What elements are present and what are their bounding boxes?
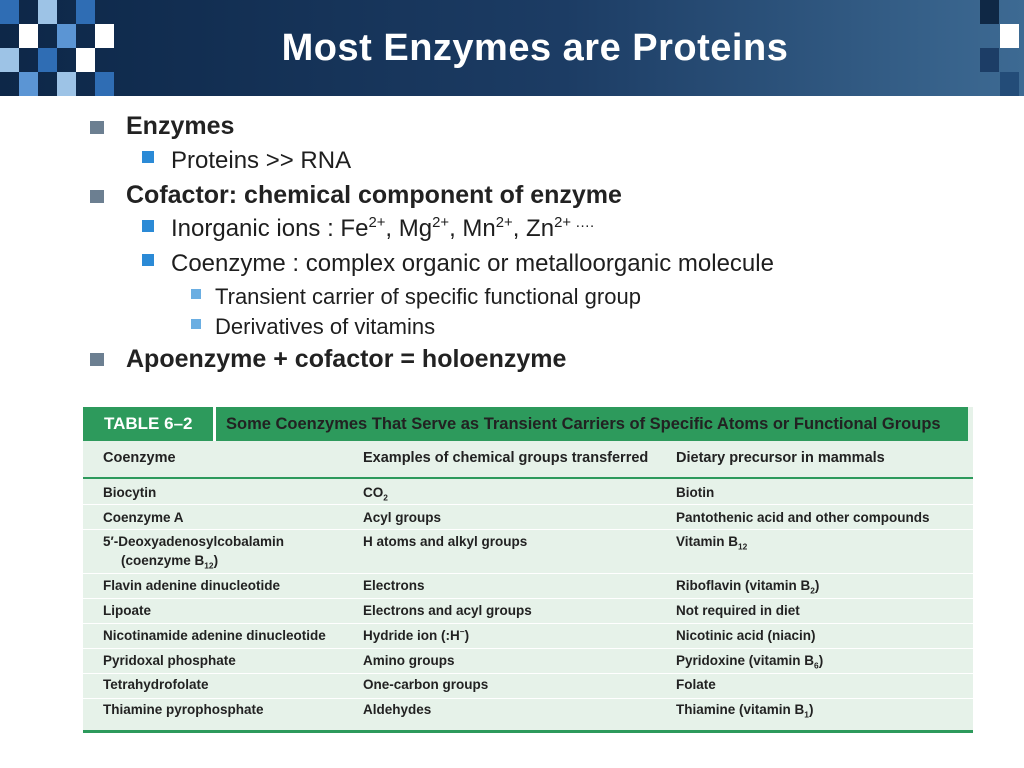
row-divider (83, 673, 973, 674)
row-divider (83, 529, 973, 530)
table-title-divider (213, 407, 216, 441)
cell-text: ) (213, 553, 219, 568)
table-cell: Flavin adenine dinucleotide (103, 578, 281, 593)
cell-subscript: 2 (383, 492, 388, 503)
slide-title: Most Enzymes are Proteins (281, 26, 789, 69)
bullet-enzymes: Enzymes (126, 112, 235, 140)
table-cell (676, 701, 813, 719)
table-cell: H atoms and alkyl groups (363, 534, 528, 549)
bullet-marker (142, 254, 154, 266)
bullet-marker (142, 151, 154, 163)
table-title-bar (83, 407, 968, 441)
table-cell: Electrons (363, 578, 425, 593)
bullet-proteins-rna: Proteins >> RNA (171, 147, 352, 174)
table-cell: Lipoate (103, 603, 152, 618)
decor-square (57, 24, 76, 48)
cell-text: Thiamine (vitamin B (676, 702, 805, 717)
bullet-marker (90, 353, 104, 366)
bullet-transient-carrier: Transient carrier of specific functional group (215, 284, 641, 309)
column-header-coenzyme: Coenzyme (103, 450, 176, 466)
decor-square (76, 0, 95, 24)
table-cell (363, 627, 469, 645)
mg-charge: 2+ (432, 215, 450, 231)
table-cell (363, 484, 388, 502)
cell-subscript: 2 (810, 585, 815, 596)
bullet-marker (191, 319, 201, 329)
row-divider (83, 504, 973, 505)
table-cell: Biocytin (103, 485, 157, 500)
table-cell: Acyl groups (363, 510, 442, 525)
header-rule (83, 477, 973, 479)
zn-text: , Zn (512, 215, 555, 242)
cell-text: (coenzyme B (121, 553, 205, 568)
cell-text: CO (363, 485, 384, 500)
table-cell: Coenzyme A (103, 510, 184, 525)
table-cell (676, 533, 747, 551)
decor-square (0, 48, 19, 72)
table-caption: Some Coenzymes That Serve as Transient Carriers of Specific Atoms or Functional Groups (226, 414, 941, 433)
decor-square (980, 48, 999, 72)
cell-text: Pyridoxine (vitamin B (676, 653, 815, 668)
bullet-cofactor: Cofactor: chemical component of enzyme (126, 181, 622, 209)
inorganic-text: Inorganic ions : Fe (171, 215, 369, 242)
table-cell: Nicotinic acid (niacin) (676, 628, 816, 643)
table-cell: Thiamine pyrophosphate (103, 702, 264, 717)
zn-charge: 2+ …. (554, 215, 595, 231)
cell-text: ) (818, 653, 824, 668)
table-cell: One-carbon groups (363, 677, 489, 692)
decor-square (57, 72, 76, 96)
decor-square (0, 0, 19, 24)
row-divider (83, 698, 973, 699)
decor-square (980, 0, 999, 24)
cell-text: ) (814, 578, 820, 593)
fe-charge: 2+ (368, 215, 386, 231)
row-divider (83, 573, 973, 574)
decor-square (76, 48, 95, 72)
row-divider (83, 598, 973, 599)
bullet-derivatives: Derivatives of vitamins (215, 314, 436, 339)
bullet-marker (142, 220, 154, 232)
bullet-coenzyme: Coenzyme : complex organic or metalloorganic molecule (171, 250, 774, 277)
column-header-precursor: Dietary precursor in mammals (676, 450, 885, 466)
table-cell: Pantothenic acid and other compounds (676, 510, 930, 525)
table-cell (676, 652, 823, 670)
decor-square (38, 48, 57, 72)
decor-square (1000, 24, 1019, 48)
cell-text: Vitamin B (676, 534, 739, 549)
table-cell: Biotin (676, 485, 715, 500)
decor-square (1000, 72, 1019, 96)
bullet-marker (90, 190, 104, 203)
row-divider (83, 623, 973, 624)
table-cell: 5′-Deoxyadenosylcobalamin (103, 534, 285, 549)
title-banner (0, 0, 1024, 96)
decor-square (19, 72, 38, 96)
bullet-inorganic-ions (171, 215, 594, 243)
column-header-groups: Examples of chemical groups transferred (363, 450, 649, 466)
mn-text: , Mn (449, 215, 496, 242)
bullet-marker (90, 121, 104, 134)
cell-subscript: 6 (814, 660, 819, 671)
mg-text: , Mg (385, 215, 433, 242)
table-cell: Tetrahydrofolate (103, 677, 209, 692)
cell-subscript: 12 (204, 560, 214, 571)
table-cell: Amino groups (363, 653, 455, 668)
cell-subscript: 1 (804, 709, 809, 720)
table-cell (121, 552, 218, 570)
decor-square (38, 0, 57, 24)
cell-subscript: 12 (738, 541, 748, 552)
coenzyme-table (83, 407, 973, 733)
table-cell: Nicotinamide adenine dinucleotide (103, 628, 326, 643)
bullet-apoenzyme: Apoenzyme + cofactor = holoenzyme (126, 345, 567, 373)
decor-square (95, 24, 114, 48)
table-cell (676, 577, 819, 595)
table-cell: Folate (676, 677, 716, 692)
row-divider (83, 648, 973, 649)
table-cell: Pyridoxal phosphate (103, 653, 236, 668)
cell-text: ) (808, 702, 814, 717)
decor-square (95, 72, 114, 96)
cell-superscript: − (459, 626, 465, 637)
table-cell: Electrons and acyl groups (363, 603, 532, 618)
table-cell: Aldehydes (363, 702, 432, 717)
decor-square (19, 24, 38, 48)
cell-text: ) (464, 628, 470, 643)
cell-text: Riboflavin (vitamin B (676, 578, 811, 593)
cell-text: Hydride ion (:H (363, 628, 460, 643)
bullet-marker (191, 289, 201, 299)
table-cell: Not required in diet (676, 603, 800, 618)
table-number: TABLE 6–2 (104, 414, 193, 433)
mn-charge: 2+ (495, 215, 513, 231)
table-bottom-rule (83, 730, 973, 733)
